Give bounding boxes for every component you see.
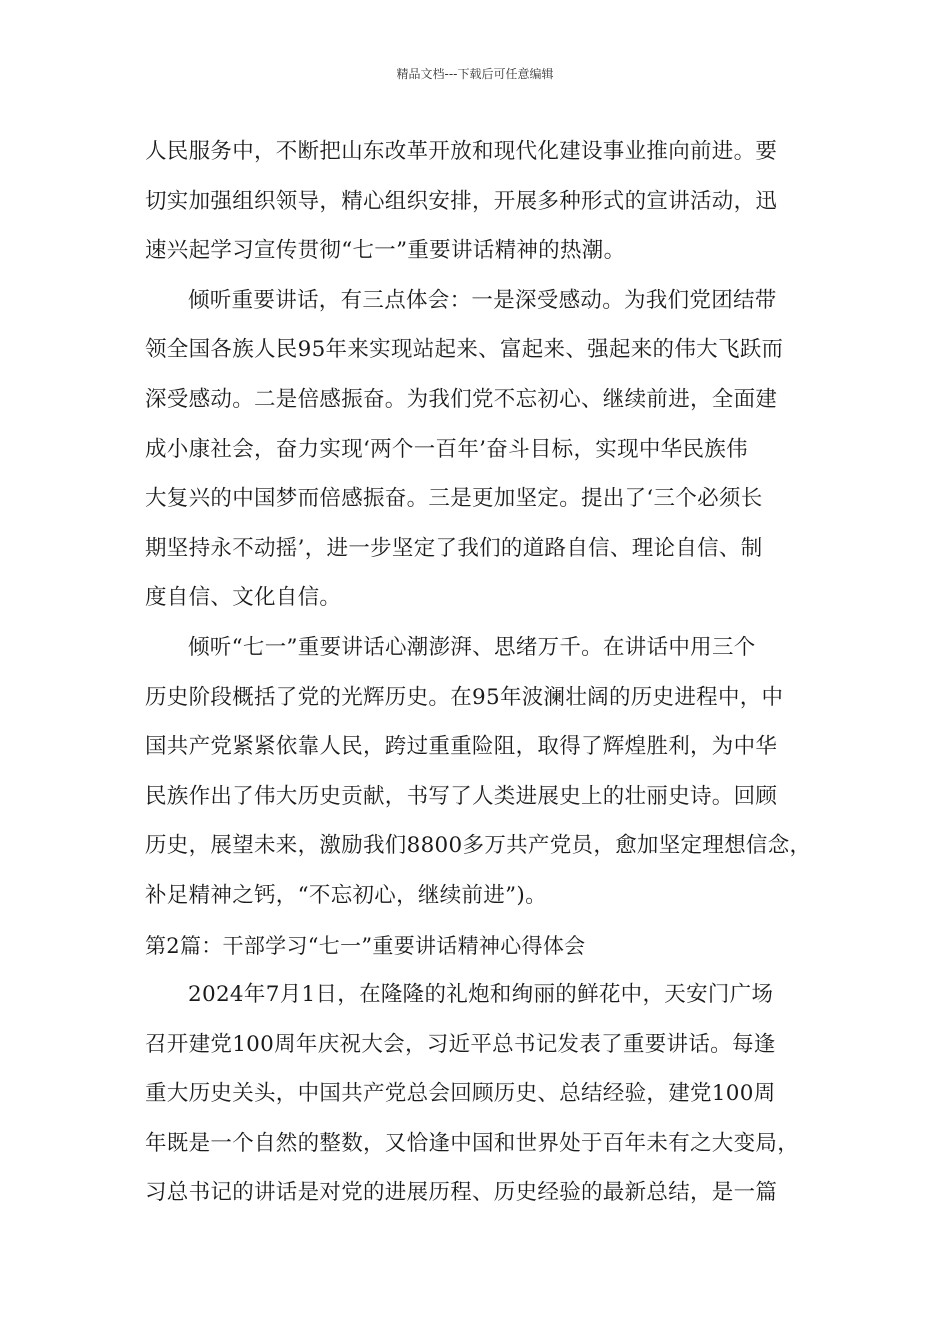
document-body	[145, 132, 825, 1223]
text-line: 国共产党紧紧依靠人民，跨过重重险阻，取得了辉煌胜利，为中华	[145, 734, 778, 760]
text-line: 领全国各族人民95年来实现站起来、富起来、强起来的伟大飞跃而	[145, 337, 784, 363]
text-line: 成小康社会，奋力实现‘两个一百年’奋斗目标，实现中华民族伟	[145, 436, 748, 462]
text-line: 度自信、文化自信。	[145, 585, 342, 611]
text-line: 深受感动。二是倍感振奋。为我们党不忘初心、继续前进，全面建	[145, 386, 778, 412]
text-line: 期坚持永不动摇’，进一步坚定了我们的道路自信、理论自信、制	[145, 535, 763, 561]
text-line: 历史，展望未来，激励我们8800多万共产党员，愈加坚定理想信念，	[145, 833, 812, 859]
text-line: 习总书记的讲话是对党的进展历程、历史经验的最新总结，是一篇	[145, 1180, 778, 1206]
text-line: 切实加强组织领导，精心组织安排，开展多种形式的宣讲活动，迅	[145, 188, 778, 214]
text-line: 补足精神之钙，“不忘初心，继续前进”)。	[145, 882, 547, 908]
text-line: 历史阶段概括了党的光辉历史。在95年波澜壮阔的历史进程中，中	[145, 684, 784, 710]
text-line: 年既是一个自然的整数，又恰逢中国和世界处于百年未有之大变局，	[145, 1130, 800, 1156]
text-line: 人民服务中，不断把山东改革开放和现代化建设事业推向前进。要	[145, 139, 778, 164]
paragraph-start-line: 2024年7月1日，在隆隆的礼炮和绚丽的鲜花中，天安门广场	[188, 982, 774, 1008]
text-line: 速兴起学习宣传贯彻“七一”重要讲话精神的热潮。	[145, 238, 626, 264]
text-line: 召开建党100周年庆祝大会，习近平总书记发表了重要讲话。每逢	[145, 1031, 776, 1057]
paragraph-start-line: 倾听“七一”重要讲话心潮澎湃、思绪万千。在讲话中用三个	[188, 634, 756, 660]
text-line: 民族作出了伟大历史贡献，书写了人类进展史上的壮丽史诗。回顾	[145, 783, 778, 809]
text-line: 大复兴的中国梦而倍感振奋。三是更加坚定。提出了‘三个必须长	[145, 486, 763, 512]
text-line: 重大历史关头，中国共产党总会回顾历史、总结经验，建党100周	[145, 1081, 776, 1107]
paragraph-start-line: 倾听重要讲话，有三点体会：一是深受感动。为我们党团结带	[188, 287, 777, 313]
section-heading: 第2篇：干部学习“七一”重要讲话精神心得体会	[145, 933, 586, 958]
page-header: 精品文档---下载后可任意编辑	[396, 67, 554, 81]
